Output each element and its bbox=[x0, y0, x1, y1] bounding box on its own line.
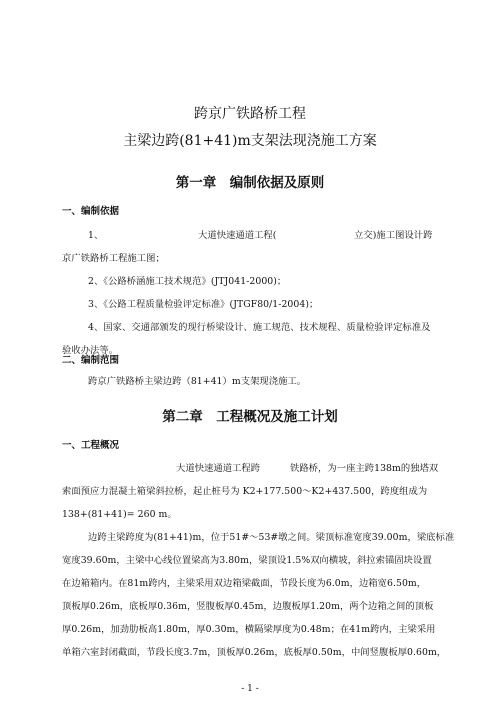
basis-item-1-text-b: 立交)施工图设计跨 bbox=[354, 230, 433, 241]
overview-p2-line5: 厚0.26m，加劲肋板高1.80m，厚0.30m，横隔梁厚度为0.48m；在41m跨内，主梁采用 bbox=[62, 624, 436, 635]
overview-p1-line2: 索面预应力混凝土箱梁斜拉桥，起止桩号为 K2+177.500～K2+437.500，跨度组成为 bbox=[62, 486, 428, 497]
basis-item-1-number: 1、 bbox=[88, 230, 104, 241]
overview-p2-line4: 顶板厚0.26m，底板厚0.36m，竖腹板厚0.45m，边腹板厚1.20m，两个边箱之间的顶板 bbox=[62, 601, 434, 612]
basis-item-1-text-a: 大道快速通道工程( bbox=[198, 230, 277, 241]
overview-p2-line2: 宽度39.60m，主梁中心线位置梁高为3.80m，梁顶设1.5%双向横坡，斜拉索锚固块设置 bbox=[62, 555, 432, 566]
section-scope-heading: 二、编制范围 bbox=[62, 355, 120, 366]
overview-p1-a: 大道快速通道工程跨 bbox=[176, 463, 261, 474]
overview-p2-line1: 边跨主梁跨度为(81+41)m，位于51#～53#墩之间。梁顶标准宽度39.00m，梁底标准 bbox=[88, 532, 455, 543]
basis-item-4-cont: 验收办法等。 bbox=[62, 345, 119, 356]
chapter1-heading: 第一章 编制依据及原则 bbox=[175, 175, 325, 191]
basis-item-1-cont: 京广铁路桥工程施工图； bbox=[62, 253, 165, 264]
basis-item-4: 4、国家、交通部颁发的现行桥梁设计、施工规范、技术规程、质量检验评定标准及 bbox=[88, 322, 431, 333]
document-subtitle: 主梁边跨(81+41)m支架法现浇施工方案 bbox=[123, 133, 377, 149]
basis-item-2: 2、《公路桥涵施工技术规范》(JTJ041-2000)； bbox=[88, 276, 287, 287]
overview-p2-line3: 在边箱箱内。在81m跨内，主梁采用双边箱梁截面，节段长度为6.0m，边箱宽6.50m， bbox=[62, 578, 427, 589]
section-basis-heading: 一、编制依据 bbox=[62, 206, 120, 217]
chapter2-heading: 第二章 工程概况及施工计划 bbox=[162, 409, 338, 425]
page-number: - 1 - bbox=[241, 684, 259, 694]
overview-p1-line3: 138+(81+41)= 260 m。 bbox=[62, 509, 177, 520]
document-title: 跨京广铁路桥工程 bbox=[194, 106, 306, 122]
overview-p1-b: 铁路桥，为一座主跨138m的独塔双 bbox=[290, 463, 439, 474]
scope-text: 跨京广铁路桥主梁边跨（81+41）m支架现浇施工。 bbox=[88, 376, 307, 387]
section-overview-heading: 一、工程概况 bbox=[62, 440, 120, 451]
basis-item-3: 3、《公路工程质量检验评定标准》(JTGF80/1-2004)； bbox=[88, 299, 319, 310]
overview-p2-line6: 单箱六室封闭截面，节段长度3.7m，顶板厚0.26m，底板厚0.50m，中间竖腹板厚0.60m， bbox=[62, 647, 447, 658]
